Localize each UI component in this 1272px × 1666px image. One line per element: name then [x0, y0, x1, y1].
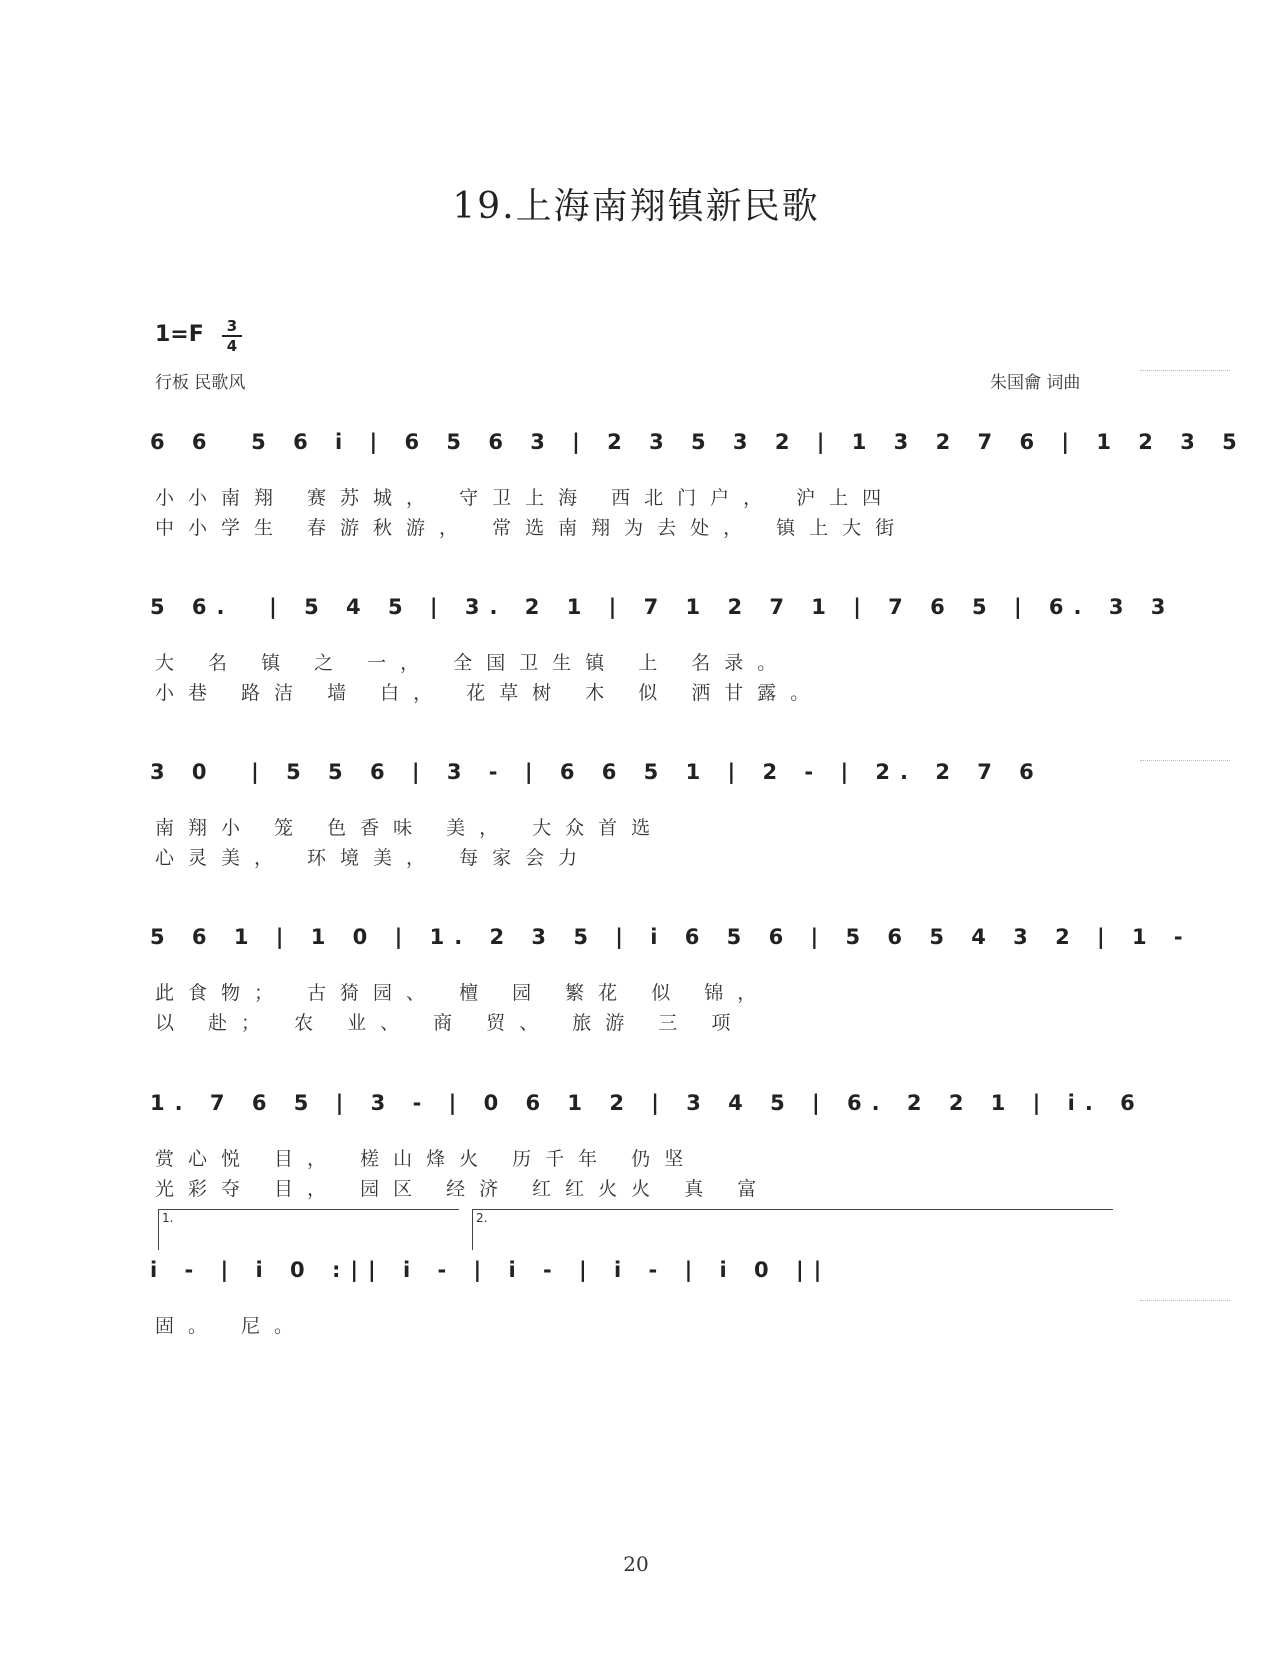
tempo-marking: 行板 民歌风 [155, 373, 246, 393]
key-signature: 1=F [155, 322, 204, 347]
stave-notes: 6 6 5 6 i | 6 5 6 3 | 2 3 5 3 2 | 1 3 2 7 6 | 1 2 3 5 [150, 430, 1247, 454]
lyric-line-2: 心灵美， 环境美， 每家会力 [155, 847, 592, 869]
lyric-line-1: 小小南翔 赛苏城， 守卫上海 西北门户， 沪上四 [155, 487, 896, 509]
second-ending-number: 2. [476, 1211, 488, 1225]
lyric-line-1: 赏心悦 目， 槎山烽火 历千年 仍坚 [155, 1148, 698, 1170]
stave-notes: 3 0 | 5 5 6 | 3 - | 6 6 5 1 | 2 - | 2. 2 7 6 [150, 760, 1044, 784]
time-bottom: 4 [226, 337, 238, 355]
second-ending-bracket [472, 1209, 1113, 1250]
author-credit: 朱国龠 词曲 [990, 373, 1081, 393]
time-signature [222, 318, 242, 354]
first-ending-bracket [158, 1209, 459, 1250]
stave-notes: 5 6 1 | 1 0 | 1. 2 3 5 | i 6 5 6 | 5 6 5 4 3 2 | 1 - [150, 925, 1193, 949]
scan-artifact [1140, 1300, 1230, 1301]
stave-notes: i - | i 0 :|| i - | i - | i - | i 0 || [150, 1258, 832, 1282]
lyric-line-2: 光彩夺 目， 园区 经济 红红火火 真 富 [155, 1178, 771, 1200]
page-number: 20 [623, 1552, 649, 1576]
lyric-line-1: 南翔小 笼 色香味 美， 大众首选 [155, 817, 665, 839]
song-title: 19.上海南翔镇新民歌 [452, 186, 820, 227]
lyric-line-1: 大 名 镇 之 一， 全国卫生镇 上 名录。 [155, 652, 791, 674]
stave-notes: 5 6. | 5 4 5 | 3. 2 1 | 7 1 2 7 1 | 7 6 5 | 6. 3 3 [150, 595, 1176, 619]
lyric-line-1: 固。 尼。 [155, 1315, 308, 1337]
lyric-line-2: 以 赴； 农 业、 商 贸、 旅游 三 项 [155, 1012, 745, 1034]
lyric-line-1: 此食物； 古猗园、 檀 园 繁花 似 锦， [155, 982, 771, 1004]
scan-artifact [1140, 370, 1230, 371]
scan-artifact [1140, 760, 1230, 761]
lyric-line-2: 小巷 路洁 墙 白， 花草树 木 似 洒甘露。 [155, 682, 824, 704]
lyric-line-2: 中小学生 春游秋游， 常选南翔为去处， 镇上大街 [155, 517, 909, 539]
stave-notes: 1. 7 6 5 | 3 - | 0 6 1 2 | 3 4 5 | 6. 2 2 1 | i. 6 [150, 1091, 1145, 1115]
time-top: 3 [226, 317, 238, 335]
first-ending-number: 1. [162, 1211, 174, 1225]
